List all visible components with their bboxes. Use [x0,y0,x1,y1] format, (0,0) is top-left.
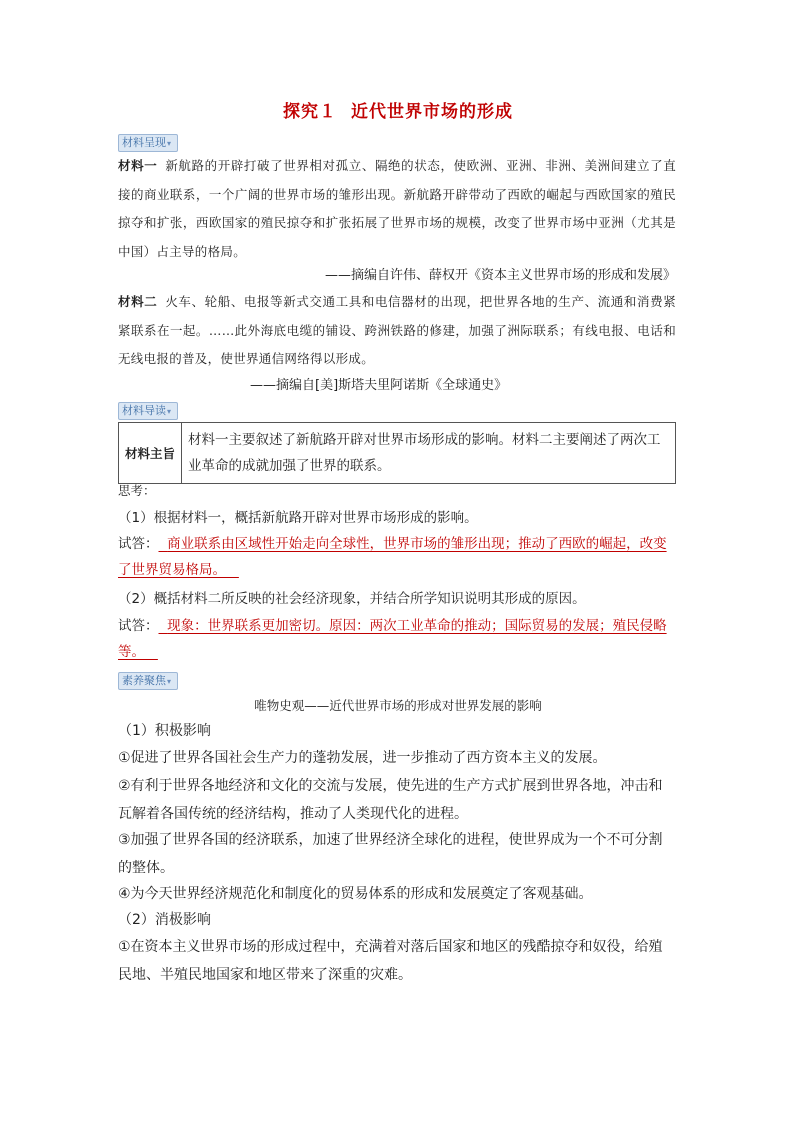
positive-item: ③加强了世界各国的经济联系，加速了世界经济全球化的进程，使世界成为一个不可分割的整体。 [118,832,663,876]
negative-heading: （2）消极影响 [118,912,211,928]
answer-two [118,613,676,665]
question-two: （2）概括材料二所反映的社会经济现象，并结合所学知识说明其形成的原因。 [118,591,586,607]
literacy-subtitle: 唯物史观——近代世界市场的形成对世界发展的影响 [254,698,542,713]
material-one [118,152,676,266]
material-one-text: 新航路的开辟打破了世界相对孤立、隔绝的状态，使欧洲、亚洲、非洲、美洲间建立了直接的商业联系，一个广阔的世界市场的雏形出现。新航路开辟带动了西欧的崛起与西欧国家的殖民掠夺和扩张，西欧国家的殖民掠夺和扩张拓展了世界市场的规模，改变了世界市场中亚洲（尤其是中国）占主导的格局。 [118,158,676,259]
positive-item: ①促进了世界各国社会生产力的蓬勃发展，进一步推动了西方资本主义的发展。 [118,750,607,766]
positive-item: ②有利于世界各地经济和文化的交流与发展，使先进的生产方式扩展到世界各地，冲击和瓦解着各国传统的经济结构，推动了人类现代化的进程。 [118,778,663,822]
positive-item: ④为今天世界经济规范化和制度化的贸易体系的形成和发展奠定了客观基础。 [118,886,593,902]
guide-table [118,422,676,484]
guide-table-header: 材料主旨 [119,423,182,484]
title-number: 探究１ [283,102,337,122]
materials-tag-label: 材料呈现 [122,136,166,149]
title-text: 近代世界市场的形成 [351,102,513,122]
positive-heading: （1）积极影响 [118,723,211,739]
materials-tag [118,134,178,152]
material-two-text: 火车、轮船、电报等新式交通工具和电信器材的出现，把世界各地的生产、流通和消费紧紧联系在一起。……此外海底电缆的铺设、跨洲铁路的修建，加强了洲际联系；有线电报、电话和无线电报的普及，使世界通信网络得以形成。 [118,294,676,366]
tag-arrow-icon: ▾ [167,139,172,148]
material-two-source: ——摘编自[美]斯塔夫里阿诺斯《全球通史》 [250,378,508,393]
answer-one-label: 试答： [118,536,159,552]
page-title [118,97,678,122]
answer-one-text: 商业联系由区域性开始走向全球性，世界市场的雏形出现；推动了西欧的崛起，改变了世界贸易格局。 [118,536,667,578]
material-one-label: 材料一 [118,158,158,173]
thinking-label: 思考： [118,483,156,498]
material-two-label: 材料二 [118,294,158,309]
tag-arrow-icon: ▾ [167,407,172,416]
tag-arrow-icon: ▾ [167,677,172,686]
guide-tag-label: 材料导读 [122,404,166,417]
guide-table-content: 材料一主要叙述了新航路开辟对世界市场形成的影响。材料二主要阐述了两次工业革命的成就加强了世界的联系。 [182,423,676,484]
answer-one [118,531,676,583]
material-one-source: ——摘编自许伟、薛权开《资本主义世界市场的形成和发展》 [324,268,676,283]
question-one: （1）根据材料一，概括新航路开辟对世界市场形成的影响。 [118,510,478,526]
literacy-tag-label: 素养聚焦 [122,674,166,687]
literacy-tag [118,672,178,690]
answer-two-label: 试答： [118,618,159,634]
material-two [118,288,676,374]
answer-two-text: 现象：世界联系更加密切。原因：两次工业革命的推动；国际贸易的发展；殖民侵略等。 [118,618,667,660]
negative-item: ①在资本主义世界市场的形成过程中，充满着对落后国家和地区的残酷掠夺和奴役，给殖民地、半殖民地国家和地区带来了深重的灾难。 [118,939,663,983]
guide-tag [118,402,178,420]
